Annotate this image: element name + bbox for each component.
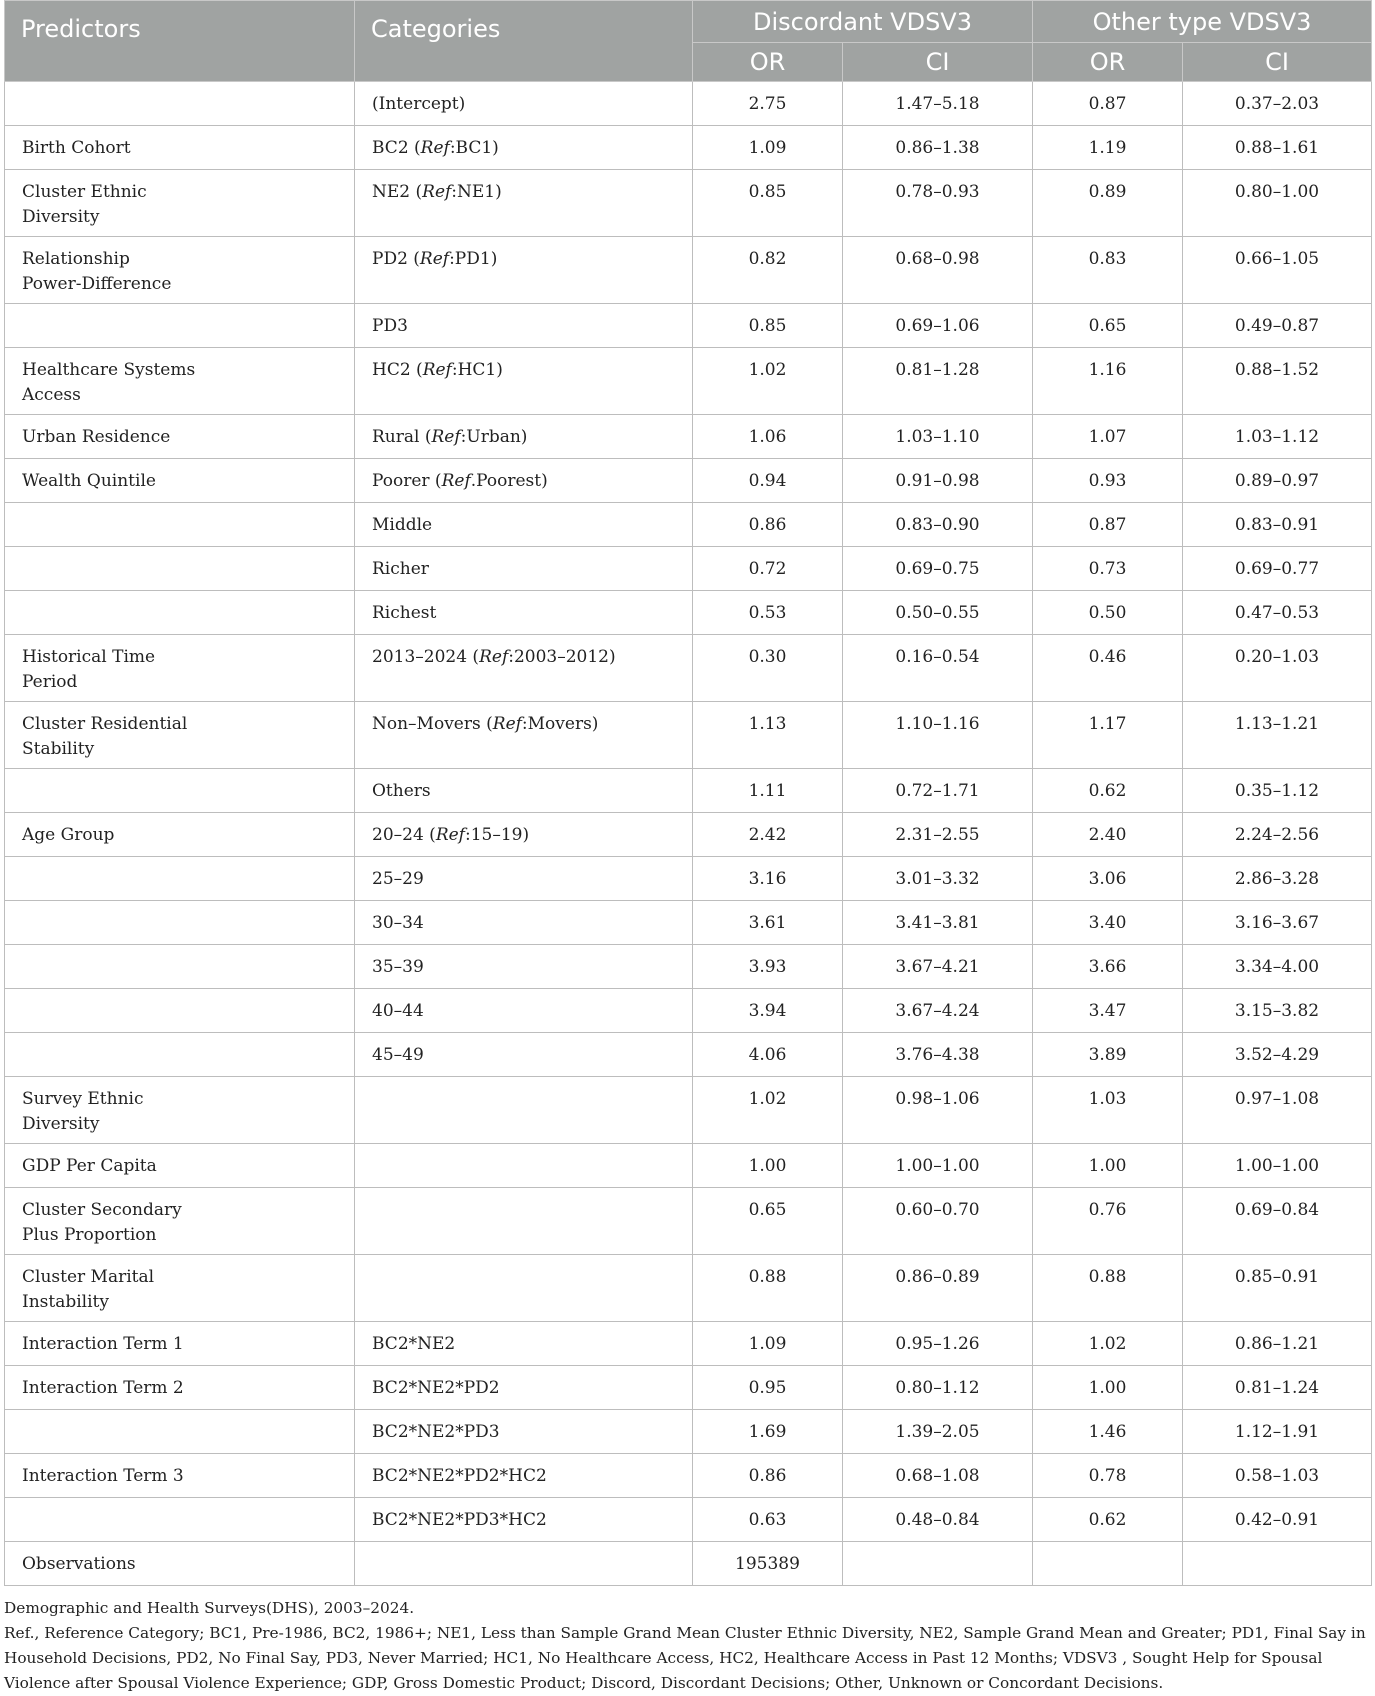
- ci-other-cell: 0.85–0.91: [1183, 1255, 1372, 1322]
- ci-other-cell: 1.03–1.12: [1183, 415, 1372, 459]
- category-text: Richest: [372, 603, 437, 623]
- ci-other-cell: 0.58–1.03: [1183, 1454, 1372, 1498]
- ci-other-cell: 1.13–1.21: [1183, 702, 1372, 769]
- table-row: [5, 1322, 1372, 1366]
- predictor-cell: [5, 857, 355, 901]
- or-discordant-cell: 1.13: [693, 702, 843, 769]
- category-cell: [355, 591, 693, 635]
- ci-discordant-cell: 3.01–3.32: [843, 857, 1033, 901]
- category-cell: [355, 1322, 693, 1366]
- table-row: [5, 945, 1372, 989]
- header-ci-other: CI: [1183, 43, 1372, 82]
- header-categories: Categories: [355, 1, 693, 82]
- category-text: BC2*NE2*PD2: [372, 1378, 500, 1398]
- category-cell: [355, 503, 693, 547]
- or-other-cell: 3.89: [1033, 1033, 1183, 1077]
- category-cell: [355, 348, 693, 415]
- category-text: Non–Movers (: [372, 714, 493, 734]
- category-cell: [355, 901, 693, 945]
- category-text: BC2*NE2*PD3*HC2: [372, 1510, 547, 1530]
- or-other-cell: 0.87: [1033, 503, 1183, 547]
- header-ci-discordant: CI: [843, 43, 1033, 82]
- ci-other-cell: 0.42–0.91: [1183, 1498, 1372, 1542]
- ci-discordant-cell: 0.78–0.93: [843, 170, 1033, 237]
- ci-other-cell: 3.16–3.67: [1183, 901, 1372, 945]
- or-discordant-cell: 2.42: [693, 813, 843, 857]
- reference-label: Ref: [431, 427, 461, 447]
- ci-discordant-cell: 3.41–3.81: [843, 901, 1033, 945]
- ci-discordant-cell: 0.48–0.84: [843, 1498, 1033, 1542]
- or-other-cell: 0.65: [1033, 304, 1183, 348]
- ci-other-cell: 3.15–3.82: [1183, 989, 1372, 1033]
- ci-other-cell: 0.88–1.52: [1183, 348, 1372, 415]
- reference-category: .Poorest): [470, 471, 548, 491]
- ci-discordant-cell: 1.39–2.05: [843, 1410, 1033, 1454]
- table-row: [5, 813, 1372, 857]
- ci-other-cell: 0.81–1.24: [1183, 1366, 1372, 1410]
- category-cell: [355, 237, 693, 304]
- or-other-cell: 0.73: [1033, 547, 1183, 591]
- reference-category: :HC1): [451, 360, 503, 380]
- predictor-cell: Cluster Marital Instability: [5, 1255, 355, 1322]
- category-cell: [355, 989, 693, 1033]
- category-text: HC2 (: [372, 360, 423, 380]
- ci-other-cell: 3.52–4.29: [1183, 1033, 1372, 1077]
- table-row: [5, 503, 1372, 547]
- category-cell: [355, 635, 693, 702]
- or-discordant-cell: 2.75: [693, 82, 843, 126]
- category-text: 45–49: [372, 1045, 424, 1065]
- or-other-cell: 1.00: [1033, 1366, 1183, 1410]
- ci-discordant-cell: 0.50–0.55: [843, 591, 1033, 635]
- category-cell: [355, 1366, 693, 1410]
- ci-other-cell: 2.86–3.28: [1183, 857, 1372, 901]
- category-cell: [355, 1077, 693, 1144]
- or-discordant-cell: 0.30: [693, 635, 843, 702]
- ci-other-cell: 2.24–2.56: [1183, 813, 1372, 857]
- table-row: [5, 415, 1372, 459]
- table-row: [5, 82, 1372, 126]
- or-other-cell: 1.07: [1033, 415, 1183, 459]
- category-cell: [355, 702, 693, 769]
- table-row: [5, 459, 1372, 503]
- predictor-cell: [5, 82, 355, 126]
- or-other-cell: 2.40: [1033, 813, 1183, 857]
- ci-other-cell: 0.37–2.03: [1183, 82, 1372, 126]
- or-discordant-cell: 1.09: [693, 1322, 843, 1366]
- ci-other-cell: 0.69–0.77: [1183, 547, 1372, 591]
- category-text: Middle: [372, 515, 433, 535]
- header-or-discordant: OR: [693, 43, 843, 82]
- ci-discordant-cell: 0.68–0.98: [843, 237, 1033, 304]
- category-text: Richer: [372, 559, 429, 579]
- ci-discordant-cell: 1.10–1.16: [843, 702, 1033, 769]
- reference-category: :2003–2012): [508, 647, 616, 667]
- odds-ratio-table: [4, 0, 1372, 1586]
- reference-label: Ref: [441, 471, 471, 491]
- or-discordant-cell: 4.06: [693, 1033, 843, 1077]
- ci-other-cell: 0.20–1.03: [1183, 635, 1372, 702]
- category-cell: [355, 769, 693, 813]
- ci-discordant-cell: 1.47–5.18: [843, 82, 1033, 126]
- category-text: 35–39: [372, 957, 424, 977]
- header-other-type-vdsv3: Other type VDSV3: [1033, 1, 1372, 43]
- ci-discordant-cell: 2.31–2.55: [843, 813, 1033, 857]
- header-discordant-vdsv3: Discordant VDSV3: [693, 1, 1033, 43]
- category-cell: [355, 1188, 693, 1255]
- or-other-cell: 0.50: [1033, 591, 1183, 635]
- or-discordant-cell: 1.02: [693, 348, 843, 415]
- or-other-cell: 1.00: [1033, 1144, 1183, 1188]
- reference-category: :Urban): [460, 427, 528, 447]
- or-discordant-cell: 0.72: [693, 547, 843, 591]
- table-row: [5, 769, 1372, 813]
- predictor-cell: Cluster Ethnic Diversity: [5, 170, 355, 237]
- reference-category: :NE1): [451, 182, 502, 202]
- reference-label: Ref: [435, 825, 465, 845]
- table-row: [5, 1077, 1372, 1144]
- table-row: [5, 635, 1372, 702]
- or-other-cell: 0.62: [1033, 769, 1183, 813]
- category-text: 30–34: [372, 913, 424, 933]
- ci-discordant-cell: 0.72–1.71: [843, 769, 1033, 813]
- or-other-cell: 3.40: [1033, 901, 1183, 945]
- ci-discordant-cell: 3.76–4.38: [843, 1033, 1033, 1077]
- ci-other-cell: 0.69–0.84: [1183, 1188, 1372, 1255]
- or-discordant-cell: 1.09: [693, 126, 843, 170]
- reference-label: Ref: [479, 647, 509, 667]
- ci-other-cell: 0.80–1.00: [1183, 170, 1372, 237]
- category-cell: [355, 1454, 693, 1498]
- or-discordant-cell: 0.86: [693, 1454, 843, 1498]
- reference-label: Ref: [422, 182, 452, 202]
- category-cell: [355, 126, 693, 170]
- or-other-cell: [1033, 1542, 1183, 1586]
- ci-other-cell: 1.12–1.91: [1183, 1410, 1372, 1454]
- ci-other-cell: 0.35–1.12: [1183, 769, 1372, 813]
- category-cell: [355, 415, 693, 459]
- ci-other-cell: 0.97–1.08: [1183, 1077, 1372, 1144]
- predictor-cell: Historical Time Period: [5, 635, 355, 702]
- or-discordant-cell: 3.93: [693, 945, 843, 989]
- predictor-cell: Urban Residence: [5, 415, 355, 459]
- or-other-cell: 0.62: [1033, 1498, 1183, 1542]
- ci-other-cell: 0.86–1.21: [1183, 1322, 1372, 1366]
- predictor-cell: [5, 901, 355, 945]
- ci-discordant-cell: 0.91–0.98: [843, 459, 1033, 503]
- ci-discordant-cell: 0.68–1.08: [843, 1454, 1033, 1498]
- table-row: [5, 702, 1372, 769]
- or-other-cell: 0.46: [1033, 635, 1183, 702]
- table-row: [5, 170, 1372, 237]
- ci-discordant-cell: 0.80–1.12: [843, 1366, 1033, 1410]
- reference-label: Ref: [492, 714, 522, 734]
- predictor-cell: [5, 1410, 355, 1454]
- reference-category: :Movers): [521, 714, 599, 734]
- or-discordant-cell: 3.94: [693, 989, 843, 1033]
- ci-discordant-cell: 0.60–0.70: [843, 1188, 1033, 1255]
- ci-discordant-cell: 0.69–1.06: [843, 304, 1033, 348]
- or-other-cell: 0.78: [1033, 1454, 1183, 1498]
- category-cell: [355, 1033, 693, 1077]
- or-discordant-cell: 1.11: [693, 769, 843, 813]
- or-other-cell: 1.17: [1033, 702, 1183, 769]
- footnote-abbreviations: Ref., Reference Category; BC1, Pre-1986, BC2, 1986+; NE1, Less than Sample Grand Mean Cluster Ethnic Diversity, NE2, Sample Grand Mean and Greater; PD1, Final Say in Household Decisions, PD2, No Final Say, PD3, Never Married; HC1, No Healthcare Access, HC2, Healthcare Access in Past 12 Months; VDSV3 , Sought Help for Spousal Violence after Spousal Violence Experience; GDP, Gross Domestic Product; Discord, Discordant Decisions; Other, Unknown or Concordant Decisions.: [4, 1624, 1366, 1692]
- or-discordant-cell: 3.61: [693, 901, 843, 945]
- table-row: [5, 304, 1372, 348]
- ci-other-cell: 0.66–1.05: [1183, 237, 1372, 304]
- predictor-cell: Interaction Term 3: [5, 1454, 355, 1498]
- ci-discordant-cell: [843, 1542, 1033, 1586]
- header-or-other: OR: [1033, 43, 1183, 82]
- table-body: [5, 82, 1372, 1586]
- or-other-cell: 1.19: [1033, 126, 1183, 170]
- or-discordant-cell: 0.65: [693, 1188, 843, 1255]
- or-other-cell: 3.66: [1033, 945, 1183, 989]
- ci-other-cell: 0.47–0.53: [1183, 591, 1372, 635]
- or-discordant-cell: 1.06: [693, 415, 843, 459]
- or-discordant-cell: 0.85: [693, 304, 843, 348]
- table-row: [5, 1498, 1372, 1542]
- predictor-cell: [5, 769, 355, 813]
- table-row: [5, 547, 1372, 591]
- ci-other-cell: [1183, 1542, 1372, 1586]
- or-other-cell: 0.88: [1033, 1255, 1183, 1322]
- or-other-cell: 1.46: [1033, 1410, 1183, 1454]
- category-cell: [355, 547, 693, 591]
- category-text: Poorer (: [372, 471, 442, 491]
- category-cell: [355, 857, 693, 901]
- category-cell: [355, 459, 693, 503]
- ci-discordant-cell: 3.67–4.21: [843, 945, 1033, 989]
- predictor-cell: Relationship Power-Difference: [5, 237, 355, 304]
- table-row: [5, 1255, 1372, 1322]
- predictor-cell: Healthcare Systems Access: [5, 348, 355, 415]
- category-text: BC2 (: [372, 138, 421, 158]
- ci-discordant-cell: 0.81–1.28: [843, 348, 1033, 415]
- predictor-cell: Cluster Residential Stability: [5, 702, 355, 769]
- or-discordant-cell: 0.82: [693, 237, 843, 304]
- or-discordant-cell: 3.16: [693, 857, 843, 901]
- predictor-cell: Observations: [5, 1542, 355, 1586]
- or-discordant-cell: 0.53: [693, 591, 843, 635]
- category-text: BC2*NE2: [372, 1334, 456, 1354]
- or-discordant-cell: 1.00: [693, 1144, 843, 1188]
- reference-category: :BC1): [449, 138, 499, 158]
- ci-discordant-cell: 0.86–0.89: [843, 1255, 1033, 1322]
- predictor-cell: [5, 989, 355, 1033]
- or-other-cell: 1.03: [1033, 1077, 1183, 1144]
- predictor-cell: Wealth Quintile: [5, 459, 355, 503]
- category-cell: [355, 304, 693, 348]
- category-cell: [355, 82, 693, 126]
- category-cell: [355, 1255, 693, 1322]
- predictor-cell: Interaction Term 1: [5, 1322, 355, 1366]
- table-row: [5, 237, 1372, 304]
- table-row: [5, 901, 1372, 945]
- ci-discordant-cell: 0.69–0.75: [843, 547, 1033, 591]
- or-other-cell: 0.83: [1033, 237, 1183, 304]
- category-text: Rural (: [372, 427, 432, 447]
- ci-other-cell: 0.83–0.91: [1183, 503, 1372, 547]
- table-row: [5, 1410, 1372, 1454]
- predictor-cell: Cluster Secondary Plus Proportion: [5, 1188, 355, 1255]
- or-other-cell: 1.16: [1033, 348, 1183, 415]
- table-row: [5, 857, 1372, 901]
- ci-discordant-cell: 0.98–1.06: [843, 1077, 1033, 1144]
- or-other-cell: 0.89: [1033, 170, 1183, 237]
- category-cell: [355, 813, 693, 857]
- predictor-cell: [5, 1498, 355, 1542]
- table-row: [5, 1033, 1372, 1077]
- reference-category: :15–19): [464, 825, 530, 845]
- category-text: (Intercept): [372, 94, 466, 114]
- category-text: 2013–2024 (: [372, 647, 480, 667]
- predictor-cell: [5, 503, 355, 547]
- ci-other-cell: 3.34–4.00: [1183, 945, 1372, 989]
- ci-other-cell: 0.49–0.87: [1183, 304, 1372, 348]
- ci-other-cell: 1.00–1.00: [1183, 1144, 1372, 1188]
- table-row: [5, 989, 1372, 1033]
- table-footnotes: [4, 1596, 1371, 1696]
- table-row: [5, 1144, 1372, 1188]
- predictor-cell: [5, 547, 355, 591]
- header-predictors: Predictors: [5, 1, 355, 82]
- table-row: [5, 126, 1372, 170]
- table-row: [5, 348, 1372, 415]
- or-discordant-cell: 0.63: [693, 1498, 843, 1542]
- predictor-cell: [5, 945, 355, 989]
- table-row: [5, 1188, 1372, 1255]
- category-text: Others: [372, 781, 431, 801]
- or-other-cell: 0.93: [1033, 459, 1183, 503]
- predictor-cell: [5, 304, 355, 348]
- ci-discordant-cell: 0.95–1.26: [843, 1322, 1033, 1366]
- ci-other-cell: 0.88–1.61: [1183, 126, 1372, 170]
- or-other-cell: 1.02: [1033, 1322, 1183, 1366]
- reference-label: Ref: [420, 138, 450, 158]
- category-cell: [355, 1498, 693, 1542]
- or-other-cell: 3.47: [1033, 989, 1183, 1033]
- category-cell: [355, 1410, 693, 1454]
- predictor-cell: [5, 1033, 355, 1077]
- or-discordant-cell: 1.02: [693, 1077, 843, 1144]
- or-discordant-cell: 0.95: [693, 1366, 843, 1410]
- table-row: [5, 591, 1372, 635]
- predictor-cell: GDP Per Capita: [5, 1144, 355, 1188]
- or-discordant-cell: 0.94: [693, 459, 843, 503]
- or-discordant-cell: 1.69: [693, 1410, 843, 1454]
- table-row: [5, 1366, 1372, 1410]
- reference-label: Ref: [419, 249, 450, 269]
- category-cell: [355, 170, 693, 237]
- ci-discordant-cell: 1.00–1.00: [843, 1144, 1033, 1188]
- table-row: [5, 1454, 1372, 1498]
- predictor-cell: Birth Cohort: [5, 126, 355, 170]
- category-text: BC2*NE2*PD2*HC2: [372, 1466, 547, 1486]
- category-text: PD2 (: [372, 249, 420, 269]
- category-text: BC2*NE2*PD3: [372, 1422, 500, 1442]
- ci-other-cell: 0.89–0.97: [1183, 459, 1372, 503]
- predictor-cell: Interaction Term 2: [5, 1366, 355, 1410]
- reference-category: :PD1): [449, 249, 498, 269]
- or-other-cell: 3.06: [1033, 857, 1183, 901]
- predictor-cell: [5, 591, 355, 635]
- predictor-cell: Survey Ethnic Diversity: [5, 1077, 355, 1144]
- or-other-cell: 0.76: [1033, 1188, 1183, 1255]
- category-text: NE2 (: [372, 182, 423, 202]
- or-discordant-cell: 0.88: [693, 1255, 843, 1322]
- category-cell: [355, 1144, 693, 1188]
- category-text: 40–44: [372, 1001, 424, 1021]
- table-row: [5, 1542, 1372, 1586]
- or-discordant-cell: 0.86: [693, 503, 843, 547]
- ci-discordant-cell: 0.16–0.54: [843, 635, 1033, 702]
- or-discordant-cell: 195389: [693, 1542, 843, 1586]
- category-cell: [355, 1542, 693, 1586]
- ci-discordant-cell: 1.03–1.10: [843, 415, 1033, 459]
- footnote-source: Demographic and Health Surveys(DHS), 2003–2024.: [4, 1599, 415, 1617]
- reference-label: Ref: [422, 360, 452, 380]
- ci-discordant-cell: 3.67–4.24: [843, 989, 1033, 1033]
- ci-discordant-cell: 0.83–0.90: [843, 503, 1033, 547]
- category-text: 25–29: [372, 869, 424, 889]
- regression-table-container: [4, 0, 1371, 1696]
- or-discordant-cell: 0.85: [693, 170, 843, 237]
- or-other-cell: 0.87: [1033, 82, 1183, 126]
- category-text: 20–24 (: [372, 825, 436, 845]
- category-cell: [355, 945, 693, 989]
- predictor-cell: Age Group: [5, 813, 355, 857]
- category-text: PD3: [372, 316, 408, 336]
- ci-discordant-cell: 0.86–1.38: [843, 126, 1033, 170]
